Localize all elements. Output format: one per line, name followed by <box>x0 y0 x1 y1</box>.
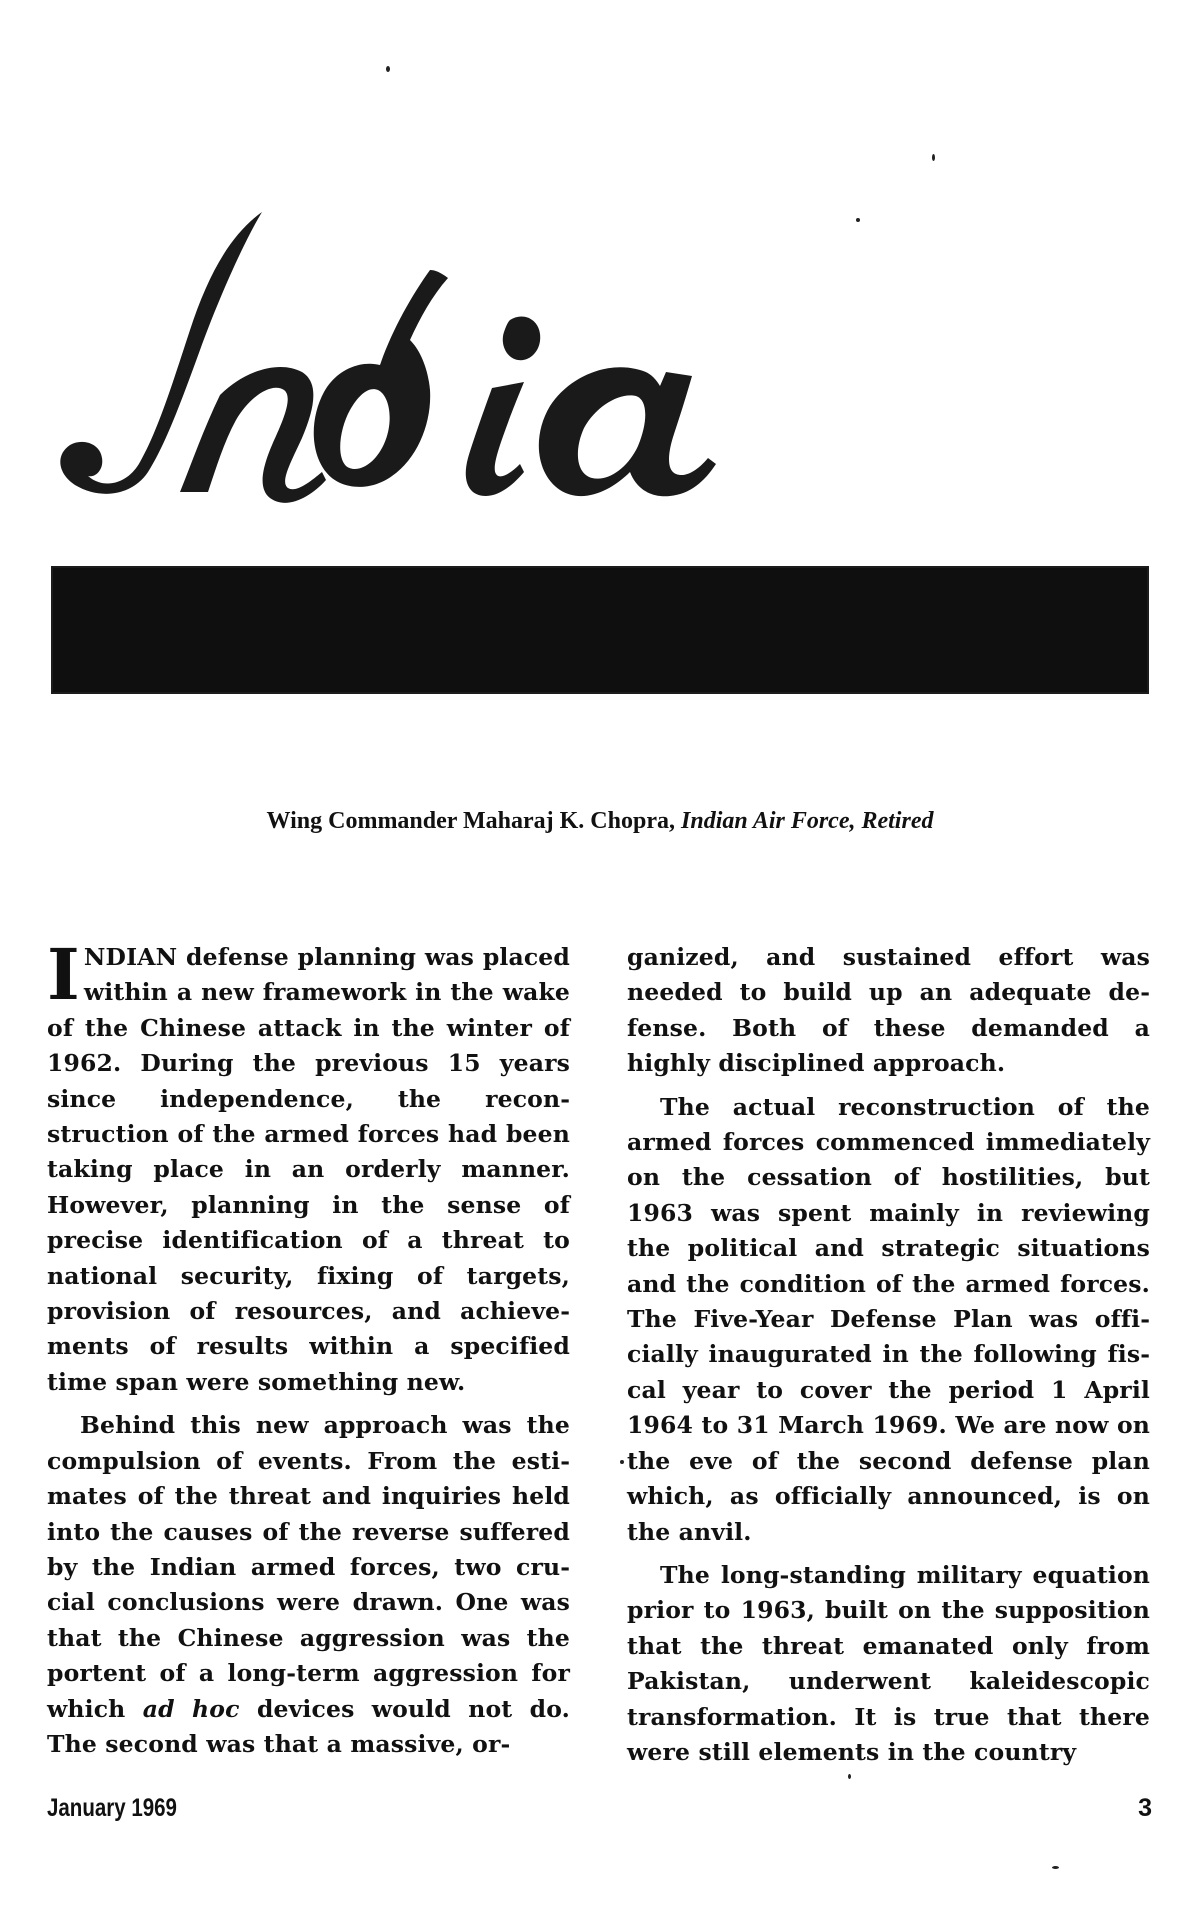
print-speck <box>386 66 390 72</box>
article-paragraph: ganized, and sustained effort was needed to build up an adequate defense. Both of these demanded a highly disciplined approach. <box>627 943 1150 1078</box>
masthead-logo <box>40 200 740 520</box>
paragraph-text: NDIAN defense planning was placed within a new framework in the wake of the Chinese attack in the winter of 1962. During the previous 15 years since independence, the reconstruction of the armed forces had been taking place in an orderly manner. However, planning in the sense of precise identification of a threat to national security, fixing of targets, provision of resources, and achievements of results within a specified time span were something new. <box>47 943 570 1396</box>
india-script-logo <box>40 200 740 520</box>
article-paragraph <box>47 933 570 1400</box>
print-speck <box>1052 1866 1059 1869</box>
print-speck <box>856 218 860 222</box>
paragraph-text: devices would not do. The second was that a massive, or- <box>47 1694 570 1758</box>
page-number: 3 <box>1138 1794 1152 1822</box>
print-speck <box>932 154 935 161</box>
print-speck <box>848 1774 851 1779</box>
print-speck <box>620 1460 624 1464</box>
article-paragraph: The long-standing military equation prior to 1963, built on the supposition that the threat emanated only from Pakistan, underwent kaleidescopic transformation. It is true that there were still elements in the country <box>627 1560 1150 1766</box>
footer-date: January 1969 <box>47 1794 177 1822</box>
article-paragraph <box>47 1408 570 1762</box>
italic-phrase: ad hoc <box>142 1694 240 1723</box>
title-bar <box>51 566 1149 694</box>
byline <box>0 808 1200 835</box>
article-paragraph: The actual reconstruction of the armed forces commenced immediately on the cessation of hostilities, but 1963 was spent mainly in reviewing the political and strategic situations and the condition of the armed forces. The Five-Year Defense Plan was officially inaugurated in the following fiscal year to cover the period 1 April 1964 to 31 March 1969. We are now on the eve of the second defense plan which, as officially announced, is on the anvil. <box>627 1092 1150 1546</box>
byline-author: Wing Commander Maharaj K. Chopra, <box>266 808 675 834</box>
article-column-right <box>627 940 1150 1770</box>
paragraph-text: Behind this new approach was the compulsion of events. From the estimates of the threat and inquiries held into the causes of the reverse suffered by the Indian armed forces, two crucial conclusions were drawn. One was that the Chinese aggression was the portent of a long-term aggression for which <box>47 1411 570 1723</box>
drop-cap: I <box>47 933 80 1016</box>
byline-affiliation: Indian Air Force, Retired <box>681 808 934 834</box>
article-column-left <box>47 933 570 1762</box>
